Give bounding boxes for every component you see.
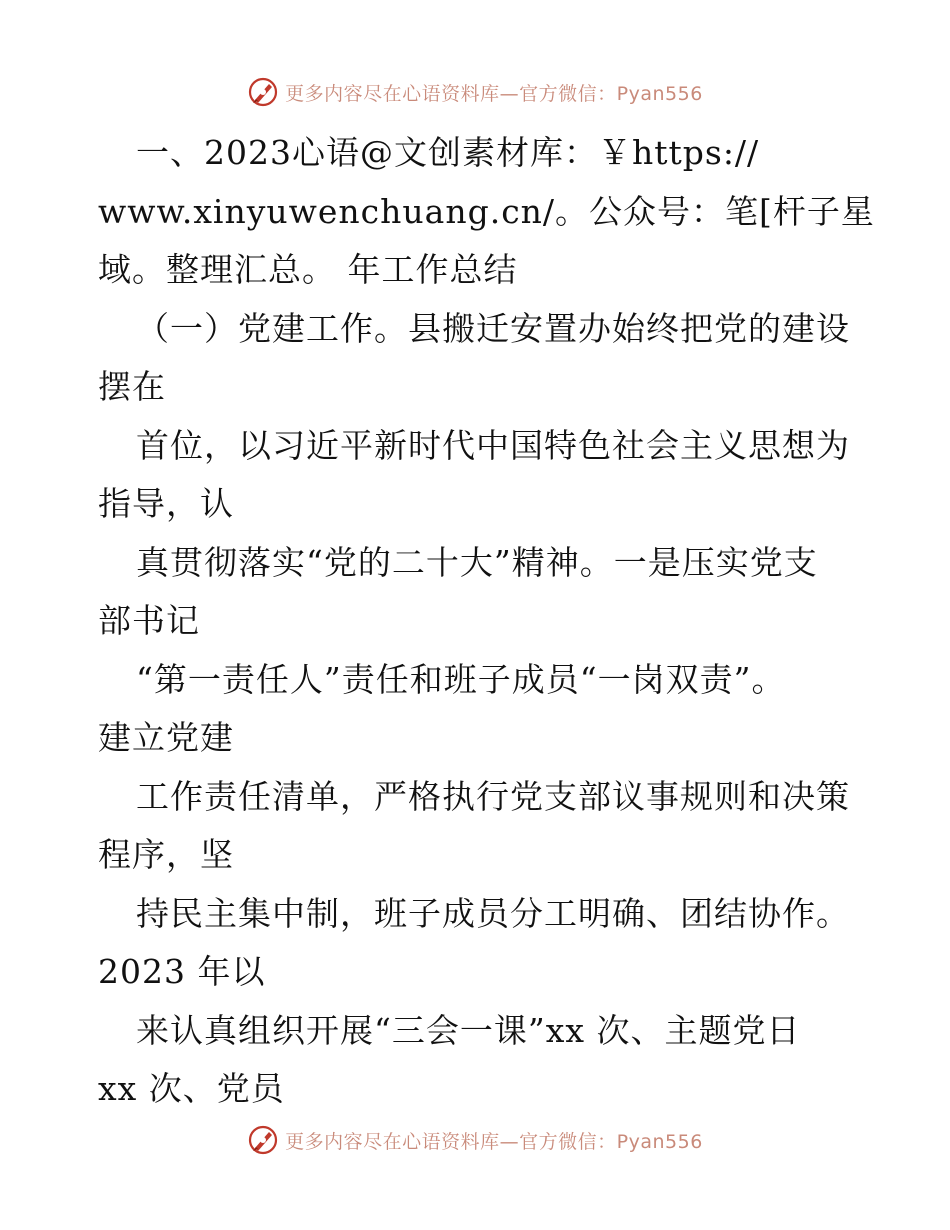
text-line: www.xinyuwenchuang.cn/。公众号：笔[杆子星 bbox=[98, 191, 875, 231]
text-line: 首位，以习近平新时代中国特色社会主义思想为 bbox=[136, 425, 850, 465]
text-line: 程序，坚 bbox=[98, 835, 234, 874]
document-body bbox=[98, 124, 875, 1119]
text-line: 工作责任清单，严格执行党支部议事规则和决策 bbox=[136, 776, 850, 816]
text-line: 摆在 bbox=[98, 367, 166, 406]
text-line: xx 次、党员 bbox=[98, 1069, 285, 1108]
text-line: 一、2023心语@文创素材库：￥https:// bbox=[136, 133, 760, 172]
text-line: 2023 年以 bbox=[98, 952, 266, 991]
text-line: 真贯彻落实“党的二十大”精神。一是压实党支 bbox=[136, 542, 818, 582]
header-banner bbox=[0, 72, 950, 112]
text-line: 来认真组织开展“三会一课”xx 次、主题党日 bbox=[136, 1010, 801, 1050]
text-line: “第一责任人”责任和班子成员“一岗双责”。 bbox=[136, 659, 786, 699]
footer-banner bbox=[0, 1120, 950, 1160]
text-line: 部书记 bbox=[98, 601, 200, 640]
text-line: （一）党建工作。县搬迁安置办始终把党的建设 bbox=[136, 308, 850, 348]
text-line: 域。整理汇总。 年工作总结 bbox=[98, 250, 518, 289]
quill-pen-logo-icon bbox=[247, 1124, 279, 1156]
quill-pen-logo-icon bbox=[247, 76, 279, 108]
header-banner-text: 更多内容尽在心语资料库—官方微信：Pyan556 bbox=[285, 82, 703, 105]
footer-banner-text: 更多内容尽在心语资料库—官方微信：Pyan556 bbox=[285, 1130, 703, 1153]
text-line: 持民主集中制，班子成员分工明确、团结协作。 bbox=[136, 893, 850, 933]
text-line: 建立党建 bbox=[98, 718, 234, 757]
text-line: 指导，认 bbox=[98, 484, 234, 523]
